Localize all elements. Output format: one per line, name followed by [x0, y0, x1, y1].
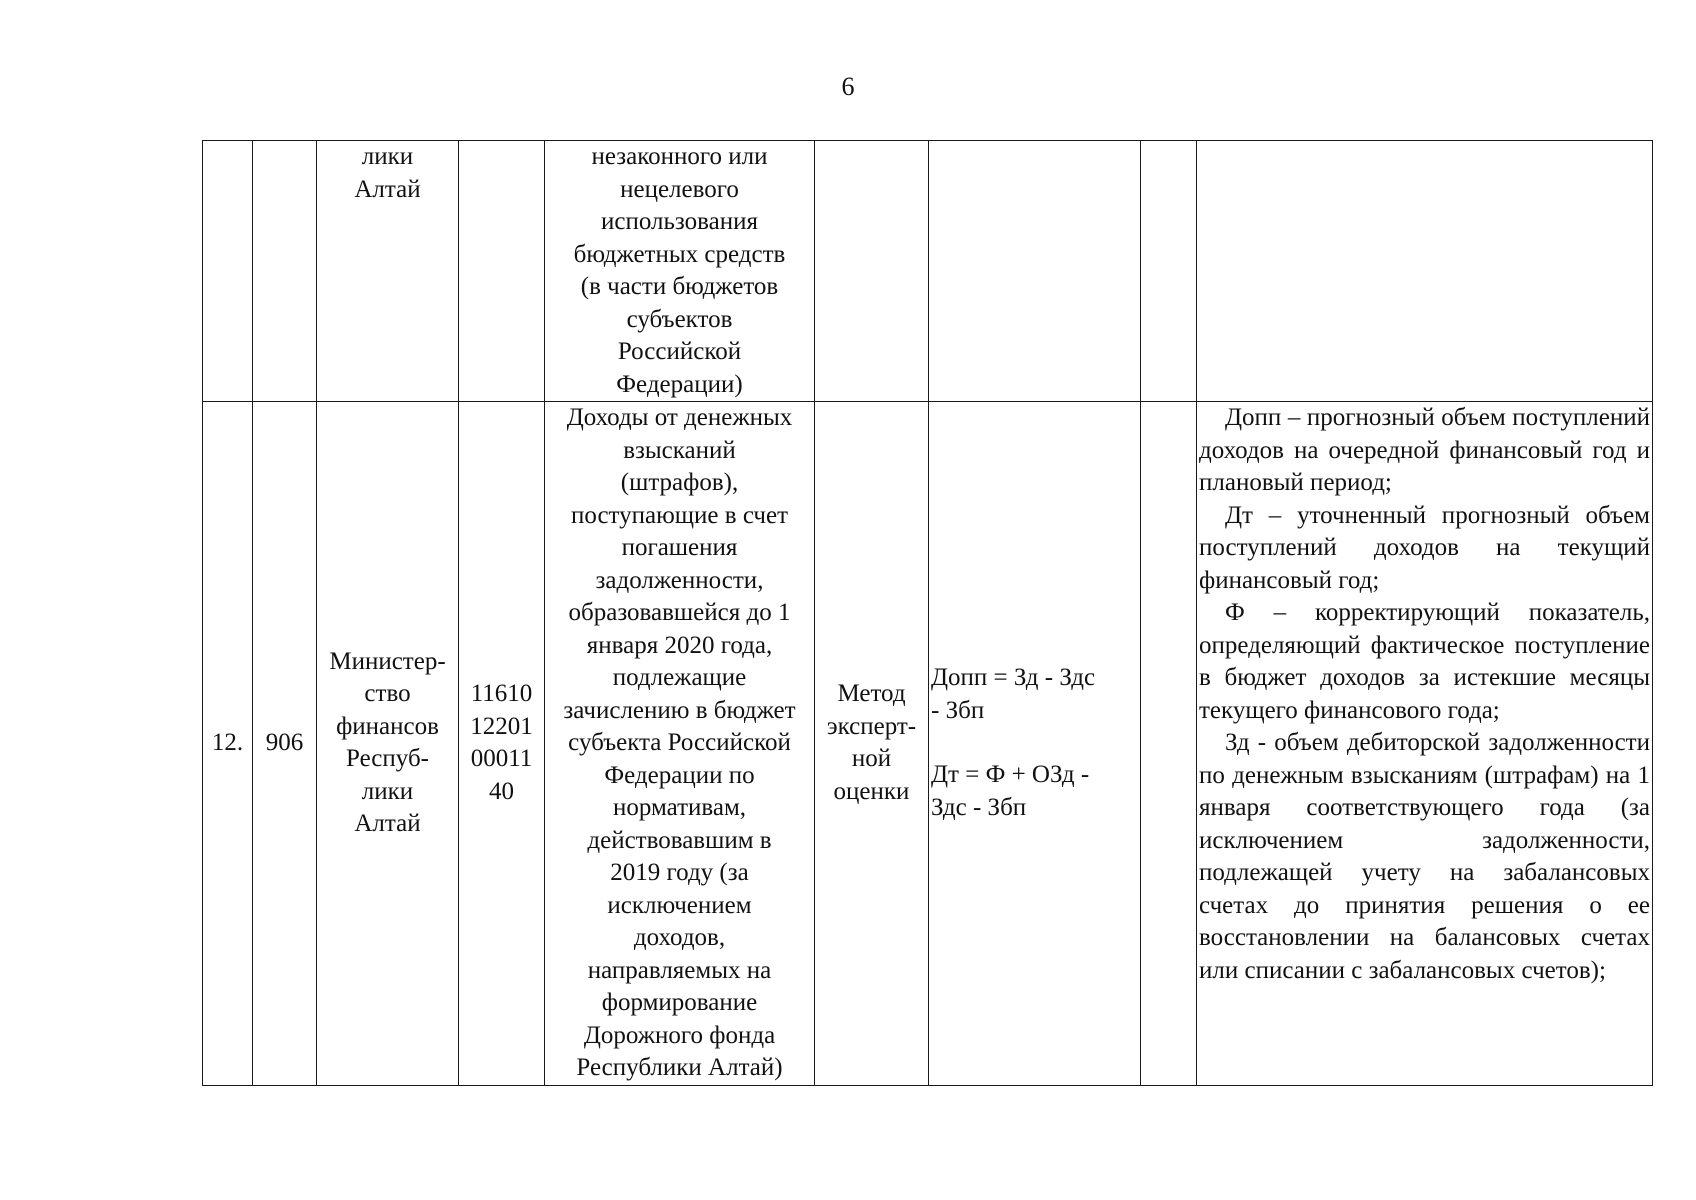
cell-revenue-name: незаконного или нецелевого использования бюджетных средств (в части бюджетов субъектов Российской Федерации)	[545, 141, 815, 402]
definition-dt: Дт – уточненный прогнозный объем поступлений доходов на текущий финансовый год;	[1199, 501, 1650, 594]
cell-formula	[929, 141, 1141, 402]
cell-formula	[929, 402, 1141, 1086]
cell-code: 906	[253, 402, 317, 1086]
table-row-continued	[203, 141, 1653, 402]
cell-method: Метод эксперт- ной оценки	[815, 402, 929, 1086]
cell-revenue-name: Доходы от денежных взысканий (штрафов), поступающие в счет погашения задолженности, образовавшейся до 1 января 2020 года, подлежащие зачислению в бюджет субъекта Российской Федерации по нормативам, действовавшим в 2019 году (за исключением доходов, направляемых на формирование Дорожного фонда Республики Алтай)	[545, 402, 815, 1086]
cell-definitions	[1197, 402, 1653, 1086]
cell-extra	[1141, 402, 1197, 1086]
cell-definitions	[1197, 141, 1653, 402]
cell-num: 12.	[203, 402, 253, 1086]
cell-kbk: 11610 12201 00011 40	[459, 402, 545, 1086]
revenue-forecast-table	[202, 140, 1653, 1086]
cell-method	[815, 141, 929, 402]
formula-current-year: Дт = Ф + ОЗд - Здс - Збп	[931, 761, 1090, 821]
formula-forecast: Допп = Зд - Здс - Збп	[931, 664, 1096, 724]
cell-kbk	[459, 141, 545, 402]
cell-extra	[1141, 141, 1197, 402]
cell-administrator: Министер- ство финансов Респуб- лики Алтай	[317, 402, 459, 1086]
cell-administrator: лики Алтай	[317, 141, 459, 402]
page-number: 6	[841, 72, 855, 101]
definition-f: Ф – корректирующий показатель, определяющий фактическое поступление в бюджет доходов за истекшие месяцы текущего финансового года;	[1199, 599, 1650, 724]
definition-zd: Зд - объем дебиторской задолженности по денежным взысканиям (штрафам) на 1 января соответствующего года (за исключением задолженности, подлежащей учету на забалансовых счетах до принятия решения о ее восстановлении на балансовых счетах или списании с забалансовых счетов);	[1199, 729, 1650, 984]
cell-num	[203, 141, 253, 402]
table-row-12	[203, 402, 1653, 1086]
definition-dopp: Допп – прогнозный объем поступлений доходов на очередной финансовый год и плановый период;	[1199, 404, 1650, 496]
cell-code	[253, 141, 317, 402]
